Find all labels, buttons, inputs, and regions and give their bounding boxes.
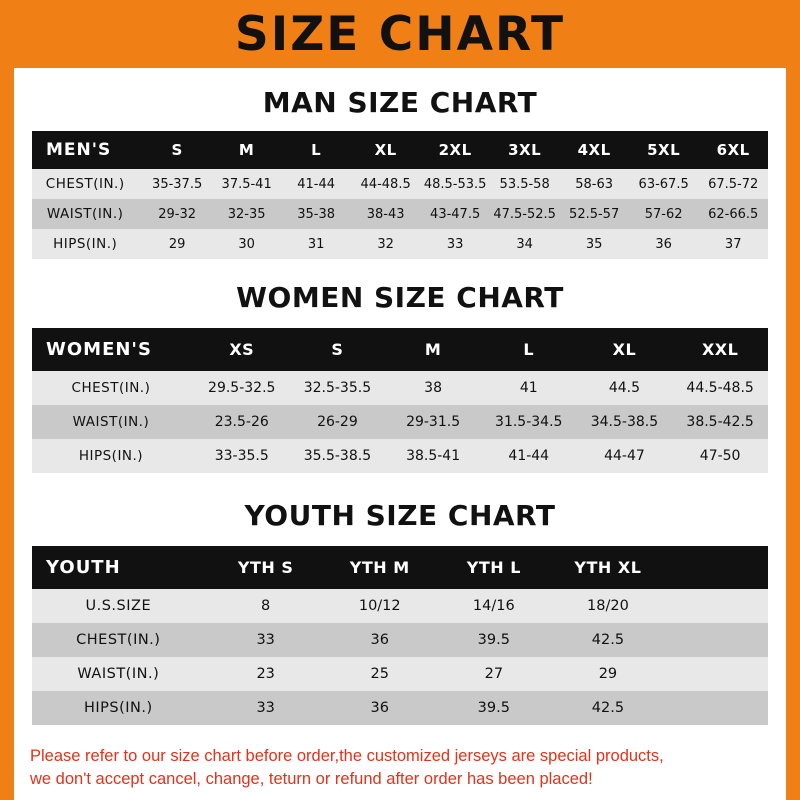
disclaimer-line-2: we don't accept cancel, change, teturn or refund after order has been placed! [30, 770, 593, 789]
table-header-row [32, 328, 768, 371]
women-row-label-1: WAIST(IN.) [32, 405, 194, 439]
men-cell-2-8: 37 [698, 229, 768, 259]
men-cell-2-1: 30 [212, 229, 282, 259]
women-table-body [32, 371, 768, 473]
men-cell-2-7: 36 [629, 229, 699, 259]
women-cell-0-2: 38 [385, 371, 481, 405]
women-cell-1-4: 34.5-38.5 [577, 405, 673, 439]
women-cell-2-3: 41-44 [481, 439, 577, 473]
men-cell-2-3: 32 [351, 229, 421, 259]
men-cell-1-2: 35-38 [281, 199, 351, 229]
table-row [32, 405, 768, 439]
youth-row-label-1: CHEST(IN.) [32, 623, 209, 657]
women-cell-1-0: 23.5-26 [194, 405, 290, 439]
women-cell-0-5: 44.5-48.5 [672, 371, 768, 405]
women-table-header [32, 328, 768, 371]
women-cell-1-1: 26-29 [290, 405, 386, 439]
header-band [0, 0, 800, 68]
youth-col-3: YTH XL [551, 546, 665, 589]
men-col-4: 2XL [420, 131, 490, 169]
table-header-row [32, 131, 768, 169]
disclaimer-line-1: Please refer to our size chart before order,the customized jerseys are special products, [30, 747, 664, 765]
men-cell-2-4: 33 [420, 229, 490, 259]
women-row-label-0: CHEST(IN.) [32, 371, 194, 405]
youth-cell-0-3: 18/20 [551, 589, 665, 623]
women-cell-1-2: 29-31.5 [385, 405, 481, 439]
table-row [32, 657, 768, 691]
youth-cell-2-3: 29 [551, 657, 665, 691]
table-header-row [32, 546, 768, 589]
men-cell-2-2: 31 [281, 229, 351, 259]
men-table-header [32, 131, 768, 169]
women-cell-0-3: 41 [481, 371, 577, 405]
men-corner-label: MEN'S [32, 131, 142, 169]
women-cell-2-1: 35.5-38.5 [290, 439, 386, 473]
youth-cell-1-1: 36 [323, 623, 437, 657]
table-row [32, 371, 768, 405]
youth-cell-0-0: 8 [209, 589, 323, 623]
youth-cell-3-2: 39.5 [437, 691, 551, 725]
men-cell-0-7: 63-67.5 [629, 169, 699, 199]
youth-col-2: YTH L [437, 546, 551, 589]
women-cell-1-5: 38.5-42.5 [672, 405, 768, 439]
women-col-4: XL [577, 328, 673, 371]
youth-cell-2-0: 23 [209, 657, 323, 691]
youth-cell-3-1: 36 [323, 691, 437, 725]
youth-col-0: YTH S [209, 546, 323, 589]
youth-table-wrapper [14, 546, 786, 725]
women-size-table [32, 328, 768, 473]
men-col-5: 3XL [490, 131, 560, 169]
table-row [32, 691, 768, 725]
disclaimer-note [14, 745, 786, 792]
women-row-label-2: HIPS(IN.) [32, 439, 194, 473]
women-cell-1-3: 31.5-34.5 [481, 405, 577, 439]
men-cell-0-0: 35-37.5 [142, 169, 212, 199]
men-col-3: XL [351, 131, 421, 169]
men-row-label-2: HIPS(IN.) [32, 229, 142, 259]
table-row [32, 169, 768, 199]
men-cell-0-6: 58-63 [559, 169, 629, 199]
table-row [32, 229, 768, 259]
men-cell-1-8: 62-66.5 [698, 199, 768, 229]
table-row [32, 623, 768, 657]
women-corner-label: WOMEN'S [32, 328, 194, 371]
men-cell-0-2: 41-44 [281, 169, 351, 199]
men-cell-1-1: 32-35 [212, 199, 282, 229]
men-col-7: 5XL [629, 131, 699, 169]
men-col-2: L [281, 131, 351, 169]
page-title: SIZE CHART [234, 6, 566, 62]
men-cell-2-5: 34 [490, 229, 560, 259]
women-cell-0-1: 32.5-35.5 [290, 371, 386, 405]
youth-table-header [32, 546, 768, 589]
women-cell-0-4: 44.5 [577, 371, 673, 405]
women-col-3: L [481, 328, 577, 371]
men-cell-1-4: 43-47.5 [420, 199, 490, 229]
women-section-title: WOMEN SIZE CHART [236, 281, 564, 314]
men-cell-1-0: 29-32 [142, 199, 212, 229]
youth-section-title: YOUTH SIZE CHART [244, 499, 556, 532]
table-row [32, 439, 768, 473]
youth-cell-0-2: 14/16 [437, 589, 551, 623]
men-row-label-0: CHEST(IN.) [32, 169, 142, 199]
men-cell-0-5: 53.5-58 [490, 169, 560, 199]
youth-cell-3-3: 42.5 [551, 691, 665, 725]
youth-cell-3-0: 33 [209, 691, 323, 725]
youth-cell-1-0: 33 [209, 623, 323, 657]
youth-cell-1-2: 39.5 [437, 623, 551, 657]
women-cell-2-5: 47-50 [672, 439, 768, 473]
men-cell-2-6: 35 [559, 229, 629, 259]
men-col-8: 6XL [698, 131, 768, 169]
youth-size-table [32, 546, 768, 725]
men-cell-1-3: 38-43 [351, 199, 421, 229]
men-cell-1-5: 47.5-52.5 [490, 199, 560, 229]
men-cell-1-7: 57-62 [629, 199, 699, 229]
youth-cell-0-spacer [665, 589, 768, 623]
youth-cell-2-2: 27 [437, 657, 551, 691]
women-cell-2-2: 38.5-41 [385, 439, 481, 473]
men-row-label-1: WAIST(IN.) [32, 199, 142, 229]
men-cell-0-4: 48.5-53.5 [420, 169, 490, 199]
men-cell-0-3: 44-48.5 [351, 169, 421, 199]
women-cell-0-0: 29.5-32.5 [194, 371, 290, 405]
youth-corner-label: YOUTH [32, 546, 209, 589]
youth-row-label-2: WAIST(IN.) [32, 657, 209, 691]
men-size-table [32, 131, 768, 259]
women-cell-2-4: 44-47 [577, 439, 673, 473]
women-col-1: S [290, 328, 386, 371]
man-section-title: MAN SIZE CHART [262, 86, 538, 119]
table-row [32, 589, 768, 623]
women-col-2: M [385, 328, 481, 371]
youth-cell-2-1: 25 [323, 657, 437, 691]
men-cell-0-1: 37.5-41 [212, 169, 282, 199]
youth-row-label-3: HIPS(IN.) [32, 691, 209, 725]
table-row [32, 199, 768, 229]
women-col-5: XXL [672, 328, 768, 371]
men-cell-2-0: 29 [142, 229, 212, 259]
man-table-wrapper [14, 131, 786, 259]
youth-col-1: YTH M [323, 546, 437, 589]
women-cell-2-0: 33-35.5 [194, 439, 290, 473]
men-table-body [32, 169, 768, 259]
men-col-1: M [212, 131, 282, 169]
men-cell-0-8: 67.5-72 [698, 169, 768, 199]
youth-row-label-0: U.S.SIZE [32, 589, 209, 623]
youth-cell-0-1: 10/12 [323, 589, 437, 623]
men-cell-1-6: 52.5-57 [559, 199, 629, 229]
men-col-0: S [142, 131, 212, 169]
youth-cell-2-spacer [665, 657, 768, 691]
women-table-wrapper [14, 328, 786, 473]
women-col-0: XS [194, 328, 290, 371]
youth-cell-3-spacer [665, 691, 768, 725]
men-col-6: 4XL [559, 131, 629, 169]
youth-col-spacer [665, 546, 768, 589]
youth-cell-1-spacer [665, 623, 768, 657]
youth-cell-1-3: 42.5 [551, 623, 665, 657]
youth-table-body [32, 589, 768, 725]
